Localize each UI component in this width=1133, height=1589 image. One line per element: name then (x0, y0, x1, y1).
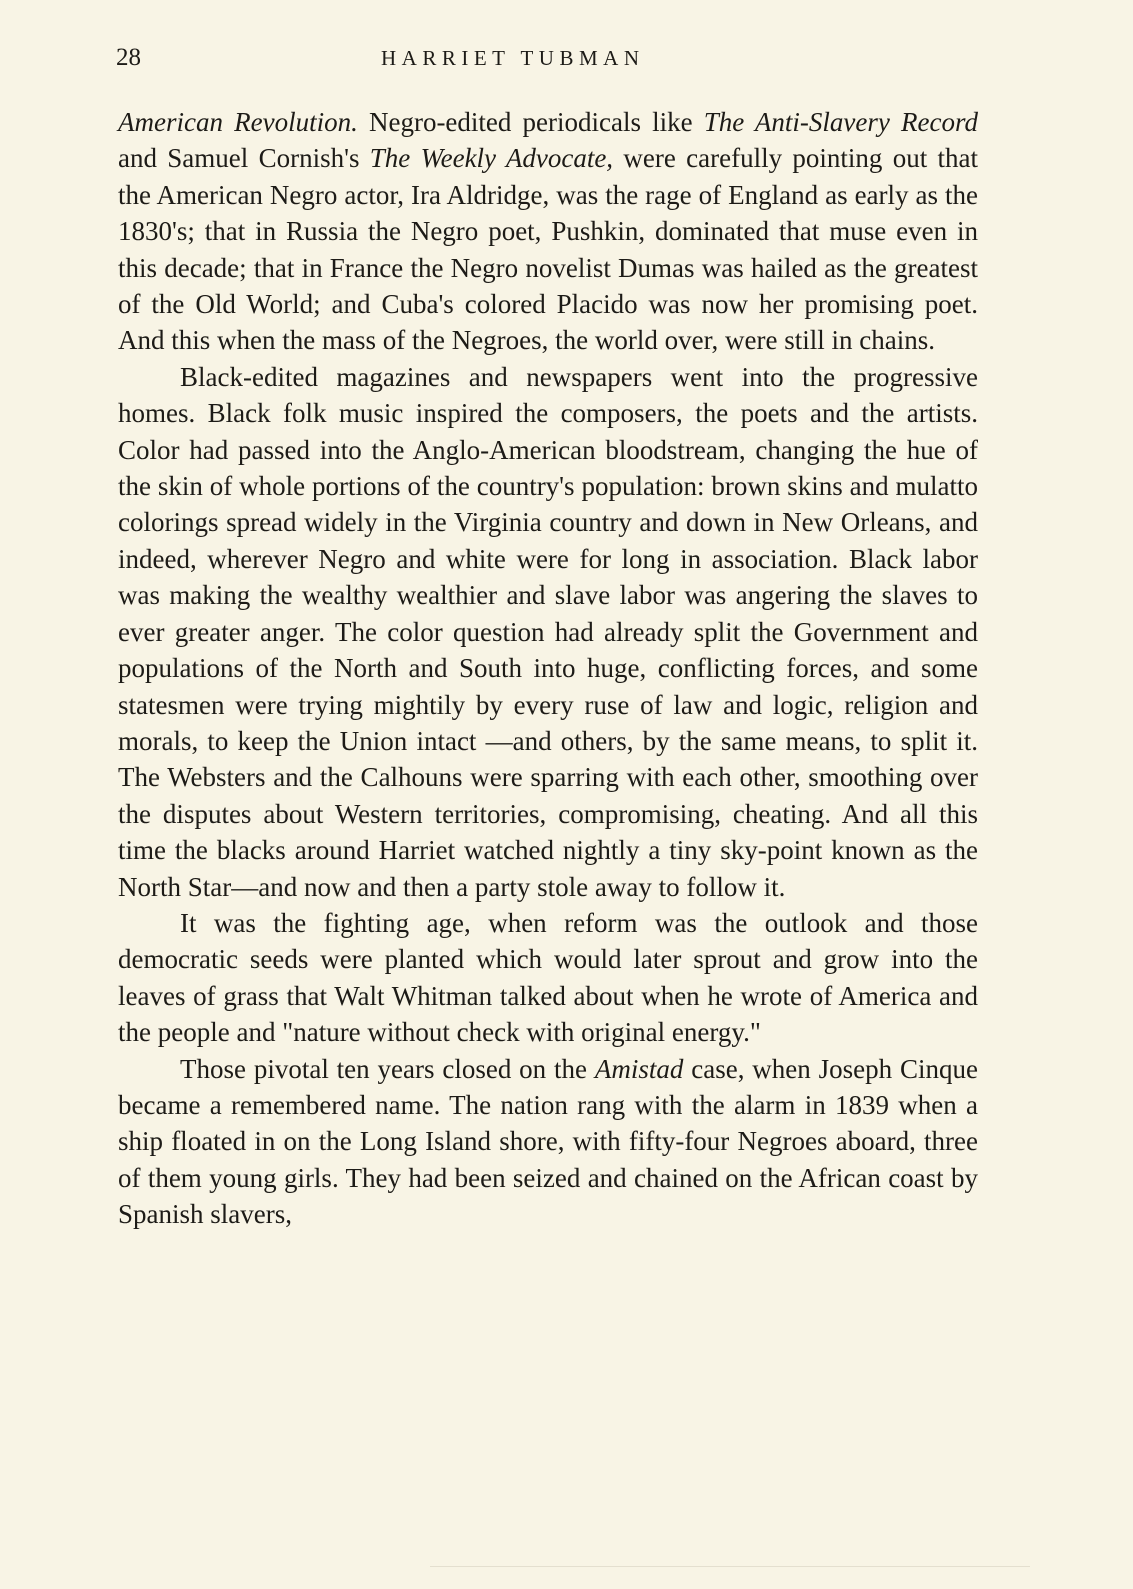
text-run: were carefully pointing out that the American Negro actor, Ira Aldridge, was the rage of England as early as the 1830's; that in Russia the Negro poet, Pushkin, dominated that muse even in this decade; that in France the Negro novelist Dumas was hailed as the greatest of the Old World; and Cuba's colored Placido was now her promising poet. And this when the mass of the Negroes, the world over, were still in chains. (118, 143, 978, 356)
text-run: Those pivotal ten years closed on the (180, 1053, 595, 1084)
body-text (118, 104, 978, 1233)
text-run-italic: Amistad (594, 1053, 684, 1084)
running-title: HARRIET TUBMAN (381, 46, 645, 70)
text-run: It was the fighting age, when reform was the outlook and those democratic seeds were planted which would later sprout and grow into the leaves of grass that Walt Whitman talked about when he wrote of America and the people and "nature without check with original energy." (118, 907, 978, 1048)
paragraph (118, 359, 978, 905)
paragraph (118, 1051, 978, 1233)
page-header (116, 44, 976, 80)
text-run-italic: The Anti-Slavery Record (703, 107, 978, 137)
paragraph (118, 104, 978, 359)
paragraph (118, 905, 978, 1051)
page-edge-line (430, 1566, 1030, 1567)
page-number: 28 (116, 44, 141, 71)
text-run: and Samuel Cornish's (118, 143, 370, 174)
text-run-italic: American Revolution. (118, 107, 358, 137)
text-run: Negro-edited periodicals like (357, 107, 704, 137)
text-run: Black-edited magazines and newspapers went into the progressive homes. Black folk music inspired the composers, the poets and the artists. Color had passed into the Anglo-American bloodstream, changing the hue of the skin of whole portions of the country's population: brown skins and mulatto colorings spread widely in the Virginia country and down in New Orleans, and indeed, wherever Negro and white were for long in association. Black labor was making the wealthy wealthier and slave labor was angering the slaves to ever greater anger. The color question had already split the Government and populations of the North and South into huge, conflicting forces, and some statesmen were trying mightily by every ruse of law and logic, religion and morals, to keep the Union intact —and others, by the same means, to split it. The Websters and the Calhouns were sparring with each other, smoothing over the disputes about Western territories, compromising, cheating. And all this time the blacks around Harriet watched nightly a tiny sky-point known as the North Star—and now and then a party stole away to follow it. (118, 361, 978, 902)
text-run: case, when Joseph Cinque became a remembered name. The nation rang with the alarm in 1839 when a ship floated in on the Long Island shore, with fifty-four Negroes aboard, three of them young girls. They had been seized and chained on the African coast by Spanish slavers, (118, 1053, 978, 1230)
text-run-italic: The Weekly Advocate, (369, 143, 614, 174)
